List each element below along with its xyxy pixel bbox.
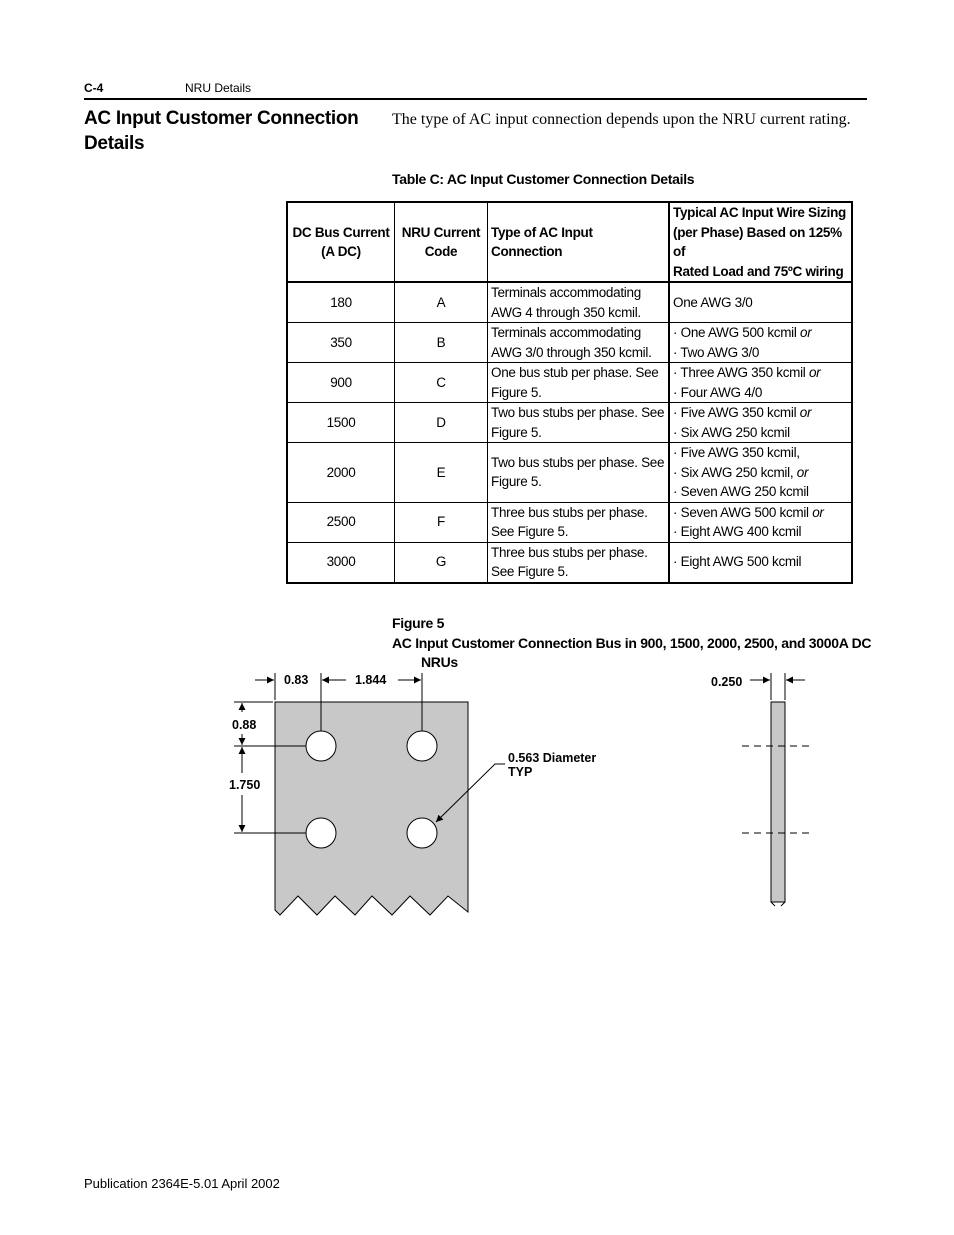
cell-current: 350: [287, 323, 395, 363]
cell-wire-sizing: · Five AWG 350 kcmil, · Six AWG 250 kcmil, or · Seven AWG 250 kcmil: [669, 443, 852, 503]
hole-bottom-left: [306, 818, 336, 848]
cell-connection: Terminals accommodating AWG 4 through 350 kcmil.: [488, 282, 670, 323]
intro-paragraph: The type of AC input connection depends upon the NRU current rating.: [392, 111, 851, 128]
figure-label: Figure 5: [392, 615, 445, 631]
header-wire-sizing: Typical AC Input Wire Sizing (per Phase) Based on 125% of Rated Load and 75ºC wiring: [669, 202, 852, 282]
dim-label-thickness: 0.250: [711, 675, 743, 689]
cell-current: 180: [287, 282, 395, 323]
cell-current: 2500: [287, 502, 395, 542]
hole-callout-typ: TYP: [508, 765, 533, 779]
cell-code: D: [395, 403, 488, 443]
header-connection-type: Type of AC Input Connection: [488, 202, 670, 282]
hole-bottom-right: [407, 818, 437, 848]
publication-footer: Publication 2364E-5.01 April 2002: [84, 1176, 280, 1191]
cell-current: 3000: [287, 542, 395, 583]
dim-label-edge: 0.83: [284, 673, 309, 687]
running-header: NRU Details: [185, 81, 252, 95]
table-caption: Table C: AC Input Customer Connection Details: [392, 171, 695, 187]
cell-wire-sizing: · Five AWG 350 kcmil or · Six AWG 250 kcmil: [669, 403, 852, 443]
bus-plate-side: [771, 702, 785, 902]
cell-connection: Three bus stubs per phase. See Figure 5.: [488, 542, 670, 583]
hole-top-left: [306, 731, 336, 761]
cell-current: 900: [287, 363, 395, 403]
cell-connection: Two bus stubs per phase. See Figure 5.: [488, 403, 670, 443]
cell-wire-sizing: · Seven AWG 500 kcmil or · Eight AWG 400 kcmil: [669, 502, 852, 542]
cell-connection: One bus stub per phase. See Figure 5.: [488, 363, 670, 403]
cell-wire-sizing: · Three AWG 350 kcmil or · Four AWG 4/0: [669, 363, 852, 403]
header-dc-bus-current: DC Bus Current (A DC): [287, 202, 395, 282]
cell-current: 2000: [287, 443, 395, 503]
cell-code: A: [395, 282, 488, 323]
header-nru-code: NRU Current Code: [395, 202, 488, 282]
cell-code: G: [395, 542, 488, 583]
bus-plate-front: [275, 702, 468, 915]
dim-label-hole-spacing-h: 1.844: [355, 673, 387, 687]
cell-connection: Two bus stubs per phase. See Figure 5.: [488, 443, 670, 503]
cell-code: E: [395, 443, 488, 503]
cell-code: B: [395, 323, 488, 363]
dim-label-top: 0.88: [232, 718, 257, 732]
cell-code: F: [395, 502, 488, 542]
dim-label-hole-spacing-v: 1.750: [229, 778, 261, 792]
cell-wire-sizing: · One AWG 500 kcmil or · Two AWG 3/0: [669, 323, 852, 363]
cell-connection: Terminals accommodating AWG 3/0 through 350 kcmil.: [488, 323, 670, 363]
cell-wire-sizing: · Eight AWG 500 kcmil: [669, 542, 852, 583]
figure-title: AC Input Customer Connection Bus in 900, 1500, 2000, 2500, and 3000A DC NRUs: [392, 635, 872, 670]
hole-callout-diameter: 0.563 Diameter: [508, 751, 597, 765]
cell-connection: Three bus stubs per phase. See Figure 5.: [488, 502, 670, 542]
page-number: C-4: [84, 81, 104, 95]
cell-wire-sizing: One AWG 3/0: [669, 282, 852, 323]
hole-top-right: [407, 731, 437, 761]
cell-current: 1500: [287, 403, 395, 443]
section-title: AC Input Customer Connection Details: [84, 108, 359, 154]
cell-code: C: [395, 363, 488, 403]
